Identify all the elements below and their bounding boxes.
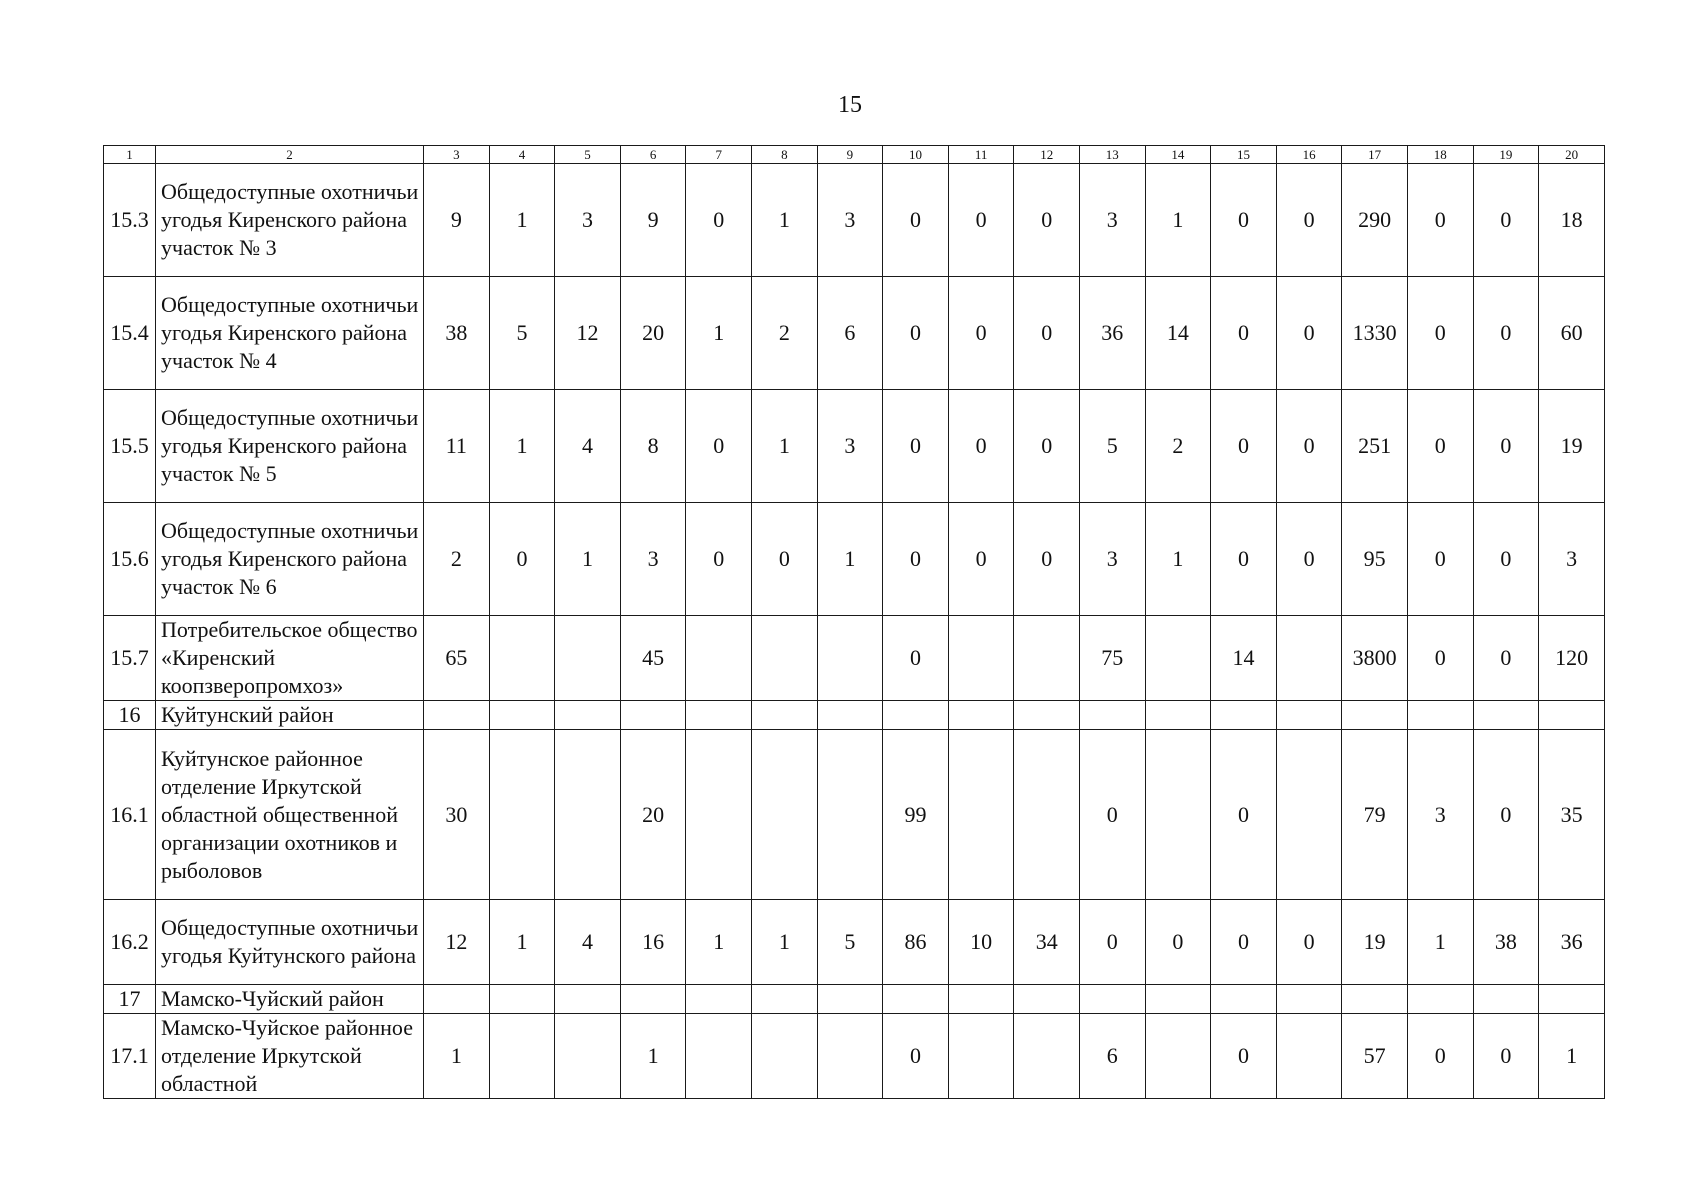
table-cell: 12 (424, 900, 490, 985)
table-cell: 0 (883, 1014, 949, 1099)
table-cell: 0 (883, 616, 949, 701)
table-cell (489, 701, 555, 730)
table-header (104, 146, 1605, 164)
table-cell: 79 (1342, 730, 1408, 900)
table-cell: 0 (1211, 390, 1277, 503)
table-cell: 0 (752, 503, 818, 616)
table-cell: 0 (1211, 277, 1277, 390)
table-cell: 0 (1014, 277, 1080, 390)
table-cell (620, 701, 686, 730)
table-cell: 1 (686, 900, 752, 985)
row-name: Куйтунское районное отделение Иркутской областной общественной организации охотников и рыболовов (156, 730, 424, 900)
column-header: 11 (948, 146, 1014, 164)
table-cell: 4 (555, 900, 621, 985)
table-cell (1276, 985, 1342, 1014)
table-row (104, 701, 1605, 730)
table-cell (424, 985, 490, 1014)
table-cell: 0 (1473, 1014, 1539, 1099)
table-cell: 86 (883, 900, 949, 985)
table-cell: 290 (1342, 164, 1408, 277)
column-header: 14 (1145, 146, 1211, 164)
table-cell: 12 (555, 277, 621, 390)
column-header: 3 (424, 146, 490, 164)
table-cell (555, 701, 621, 730)
table-row (104, 390, 1605, 503)
table-cell (686, 985, 752, 1014)
table-cell (1211, 985, 1277, 1014)
table-cell: 5 (1079, 390, 1145, 503)
table-cell (555, 730, 621, 900)
table-cell: 3 (817, 164, 883, 277)
column-header: 17 (1342, 146, 1408, 164)
table-cell (1276, 701, 1342, 730)
table-cell (489, 985, 555, 1014)
table-cell: 30 (424, 730, 490, 900)
table-cell: 0 (1014, 164, 1080, 277)
table-cell (1342, 701, 1408, 730)
table-cell: 4 (555, 390, 621, 503)
table-cell (686, 616, 752, 701)
column-header: 4 (489, 146, 555, 164)
table-cell (817, 985, 883, 1014)
table-cell (555, 1014, 621, 1099)
table-cell: 0 (1276, 503, 1342, 616)
table-cell: 3 (620, 503, 686, 616)
table-cell: 1330 (1342, 277, 1408, 390)
table-cell: 16 (620, 900, 686, 985)
table-cell: 0 (1014, 390, 1080, 503)
row-name: Общедоступные охотничьи угодья Киренского района участок № 6 (156, 503, 424, 616)
table-cell (1342, 985, 1408, 1014)
table-cell: 1 (489, 900, 555, 985)
table-cell (686, 730, 752, 900)
table-cell: 0 (1211, 164, 1277, 277)
table-cell: 3 (1079, 164, 1145, 277)
table-row (104, 900, 1605, 985)
table-cell: 36 (1539, 900, 1605, 985)
table-cell: 2 (752, 277, 818, 390)
page-number: 15 (838, 92, 862, 118)
table-cell: 0 (1407, 503, 1473, 616)
table-cell: 0 (1407, 164, 1473, 277)
table-cell: 20 (620, 730, 686, 900)
table-cell (948, 1014, 1014, 1099)
table-cell: 1 (1407, 900, 1473, 985)
table-cell (1407, 701, 1473, 730)
table-cell: 0 (948, 277, 1014, 390)
table-cell (752, 701, 818, 730)
column-header: 20 (1539, 146, 1605, 164)
row-name: Мамско-Чуйское районное отделение Иркутской областной (156, 1014, 424, 1099)
table-cell (1014, 730, 1080, 900)
table-cell: 0 (686, 164, 752, 277)
table-cell: 6 (1079, 1014, 1145, 1099)
table-cell (817, 701, 883, 730)
table-cell (1145, 1014, 1211, 1099)
row-name: Общедоступные охотничьи угодья Киренского района участок № 3 (156, 164, 424, 277)
column-header: 12 (1014, 146, 1080, 164)
row-name: Потребительское общество «Киренский коопзверопромхоз» (156, 616, 424, 701)
table-cell: 0 (1473, 616, 1539, 701)
data-table (103, 145, 1605, 1099)
table-cell: 99 (883, 730, 949, 900)
row-number: 15.3 (104, 164, 156, 277)
table-row (104, 1014, 1605, 1099)
table-cell: 0 (1473, 164, 1539, 277)
table-cell (883, 701, 949, 730)
table-cell: 38 (1473, 900, 1539, 985)
table-cell: 1 (752, 390, 818, 503)
table-cell (1276, 730, 1342, 900)
row-number: 15.6 (104, 503, 156, 616)
table-cell: 3 (1079, 503, 1145, 616)
table-cell: 0 (948, 164, 1014, 277)
table-cell: 0 (883, 503, 949, 616)
table-cell (752, 730, 818, 900)
table-cell: 0 (1407, 1014, 1473, 1099)
table-cell (620, 985, 686, 1014)
table-row (104, 616, 1605, 701)
table-cell (1079, 985, 1145, 1014)
table-cell: 1 (424, 1014, 490, 1099)
table-cell: 95 (1342, 503, 1408, 616)
column-header: 1 (104, 146, 156, 164)
row-number: 16.1 (104, 730, 156, 900)
table-cell (1539, 701, 1605, 730)
table-cell (555, 616, 621, 701)
table-cell: 0 (1473, 277, 1539, 390)
table-row (104, 277, 1605, 390)
table-cell: 0 (1276, 900, 1342, 985)
table-cell: 0 (489, 503, 555, 616)
column-header: 6 (620, 146, 686, 164)
table-cell: 45 (620, 616, 686, 701)
table-cell: 38 (424, 277, 490, 390)
row-number: 15.5 (104, 390, 156, 503)
row-number: 15.4 (104, 277, 156, 390)
table-cell: 1 (1145, 503, 1211, 616)
row-name: Общедоступные охотничьи угодья Куйтунского района (156, 900, 424, 985)
table-cell: 0 (1276, 277, 1342, 390)
table-cell: 0 (1014, 503, 1080, 616)
table-cell: 0 (1211, 1014, 1277, 1099)
table-cell: 57 (1342, 1014, 1408, 1099)
table-cell (424, 701, 490, 730)
header-row (104, 146, 1605, 164)
table-cell: 1 (489, 390, 555, 503)
table-cell (686, 701, 752, 730)
table-cell (1145, 730, 1211, 900)
table-cell: 14 (1145, 277, 1211, 390)
table-cell (817, 616, 883, 701)
table-cell: 36 (1079, 277, 1145, 390)
table-cell: 10 (948, 900, 1014, 985)
table-cell: 0 (1473, 390, 1539, 503)
table-cell: 1 (489, 164, 555, 277)
table-cell (489, 730, 555, 900)
table-cell (1276, 616, 1342, 701)
table-cell (1473, 701, 1539, 730)
table-cell (1145, 616, 1211, 701)
column-header: 13 (1079, 146, 1145, 164)
table-cell: 75 (1079, 616, 1145, 701)
table-cell (948, 730, 1014, 900)
table-cell (1407, 985, 1473, 1014)
table-cell (752, 1014, 818, 1099)
table-row (104, 985, 1605, 1014)
table-row (104, 730, 1605, 900)
table-cell: 34 (1014, 900, 1080, 985)
table-cell: 9 (424, 164, 490, 277)
table-cell (1014, 1014, 1080, 1099)
table-cell: 0 (1473, 730, 1539, 900)
table-cell: 1 (555, 503, 621, 616)
table-cell (948, 985, 1014, 1014)
table-cell: 6 (817, 277, 883, 390)
table-cell: 3 (817, 390, 883, 503)
table-row (104, 164, 1605, 277)
table-cell (1211, 701, 1277, 730)
table-cell: 1 (620, 1014, 686, 1099)
table-cell: 3 (555, 164, 621, 277)
table-cell: 19 (1342, 900, 1408, 985)
table-cell: 0 (1276, 164, 1342, 277)
table-cell: 1 (752, 164, 818, 277)
table-cell (555, 985, 621, 1014)
table-cell (752, 616, 818, 701)
column-header: 7 (686, 146, 752, 164)
column-header: 18 (1407, 146, 1473, 164)
table-cell (948, 701, 1014, 730)
table-cell: 0 (1407, 616, 1473, 701)
column-header: 19 (1473, 146, 1539, 164)
row-number: 17 (104, 985, 156, 1014)
table-cell: 5 (817, 900, 883, 985)
table-cell: 0 (948, 503, 1014, 616)
column-header: 15 (1211, 146, 1277, 164)
table-cell: 8 (620, 390, 686, 503)
table-cell: 11 (424, 390, 490, 503)
table-cell (489, 616, 555, 701)
table-cell: 18 (1539, 164, 1605, 277)
table-cell (752, 985, 818, 1014)
row-name: Общедоступные охотничьи угодья Киренского района участок № 5 (156, 390, 424, 503)
table-cell: 35 (1539, 730, 1605, 900)
table-cell: 0 (1079, 730, 1145, 900)
table-cell (817, 1014, 883, 1099)
table-cell (1473, 985, 1539, 1014)
table-cell: 120 (1539, 616, 1605, 701)
table-cell (817, 730, 883, 900)
table-cell (1014, 616, 1080, 701)
row-number: 16.2 (104, 900, 156, 985)
column-header: 16 (1276, 146, 1342, 164)
table-cell (1014, 701, 1080, 730)
column-header: 9 (817, 146, 883, 164)
table-cell: 14 (1211, 616, 1277, 701)
table-cell: 20 (620, 277, 686, 390)
table-body (104, 164, 1605, 1099)
table-cell: 0 (686, 390, 752, 503)
row-number: 15.7 (104, 616, 156, 701)
table-cell: 60 (1539, 277, 1605, 390)
table-cell: 0 (1211, 900, 1277, 985)
row-number: 17.1 (104, 1014, 156, 1099)
table-row (104, 503, 1605, 616)
column-header: 10 (883, 146, 949, 164)
table-cell: 251 (1342, 390, 1408, 503)
table-cell: 0 (1276, 390, 1342, 503)
table-cell: 0 (948, 390, 1014, 503)
table-cell: 5 (489, 277, 555, 390)
column-header: 2 (156, 146, 424, 164)
table-cell: 0 (1407, 277, 1473, 390)
row-name: Мамско-Чуйский район (156, 985, 424, 1014)
table-cell: 0 (1407, 390, 1473, 503)
table-cell: 0 (1211, 730, 1277, 900)
table-cell: 2 (1145, 390, 1211, 503)
table-cell: 0 (1473, 503, 1539, 616)
table-cell: 3 (1539, 503, 1605, 616)
table-cell (1079, 701, 1145, 730)
table-cell: 9 (620, 164, 686, 277)
column-header: 5 (555, 146, 621, 164)
table-cell: 1 (1539, 1014, 1605, 1099)
table-cell: 0 (883, 277, 949, 390)
table-cell: 1 (752, 900, 818, 985)
table-cell: 3 (1407, 730, 1473, 900)
table-cell (1014, 985, 1080, 1014)
table-cell (1145, 701, 1211, 730)
table-cell: 65 (424, 616, 490, 701)
table-cell: 0 (883, 164, 949, 277)
table-cell: 1 (817, 503, 883, 616)
table-cell (489, 1014, 555, 1099)
table-cell: 2 (424, 503, 490, 616)
table-cell: 3800 (1342, 616, 1408, 701)
column-header: 8 (752, 146, 818, 164)
table-cell: 1 (686, 277, 752, 390)
table-cell: 0 (1145, 900, 1211, 985)
row-name: Общедоступные охотничьи угодья Киренского района участок № 4 (156, 277, 424, 390)
table-cell (948, 616, 1014, 701)
table-cell: 19 (1539, 390, 1605, 503)
table-cell (1276, 1014, 1342, 1099)
table-cell: 0 (686, 503, 752, 616)
table-cell: 0 (883, 390, 949, 503)
table-cell: 0 (1079, 900, 1145, 985)
row-name: Куйтунский район (156, 701, 424, 730)
table-cell (1145, 985, 1211, 1014)
table-cell (883, 985, 949, 1014)
table-cell: 1 (1145, 164, 1211, 277)
table-cell: 0 (1211, 503, 1277, 616)
table-cell (1539, 985, 1605, 1014)
table-cell (686, 1014, 752, 1099)
row-number: 16 (104, 701, 156, 730)
